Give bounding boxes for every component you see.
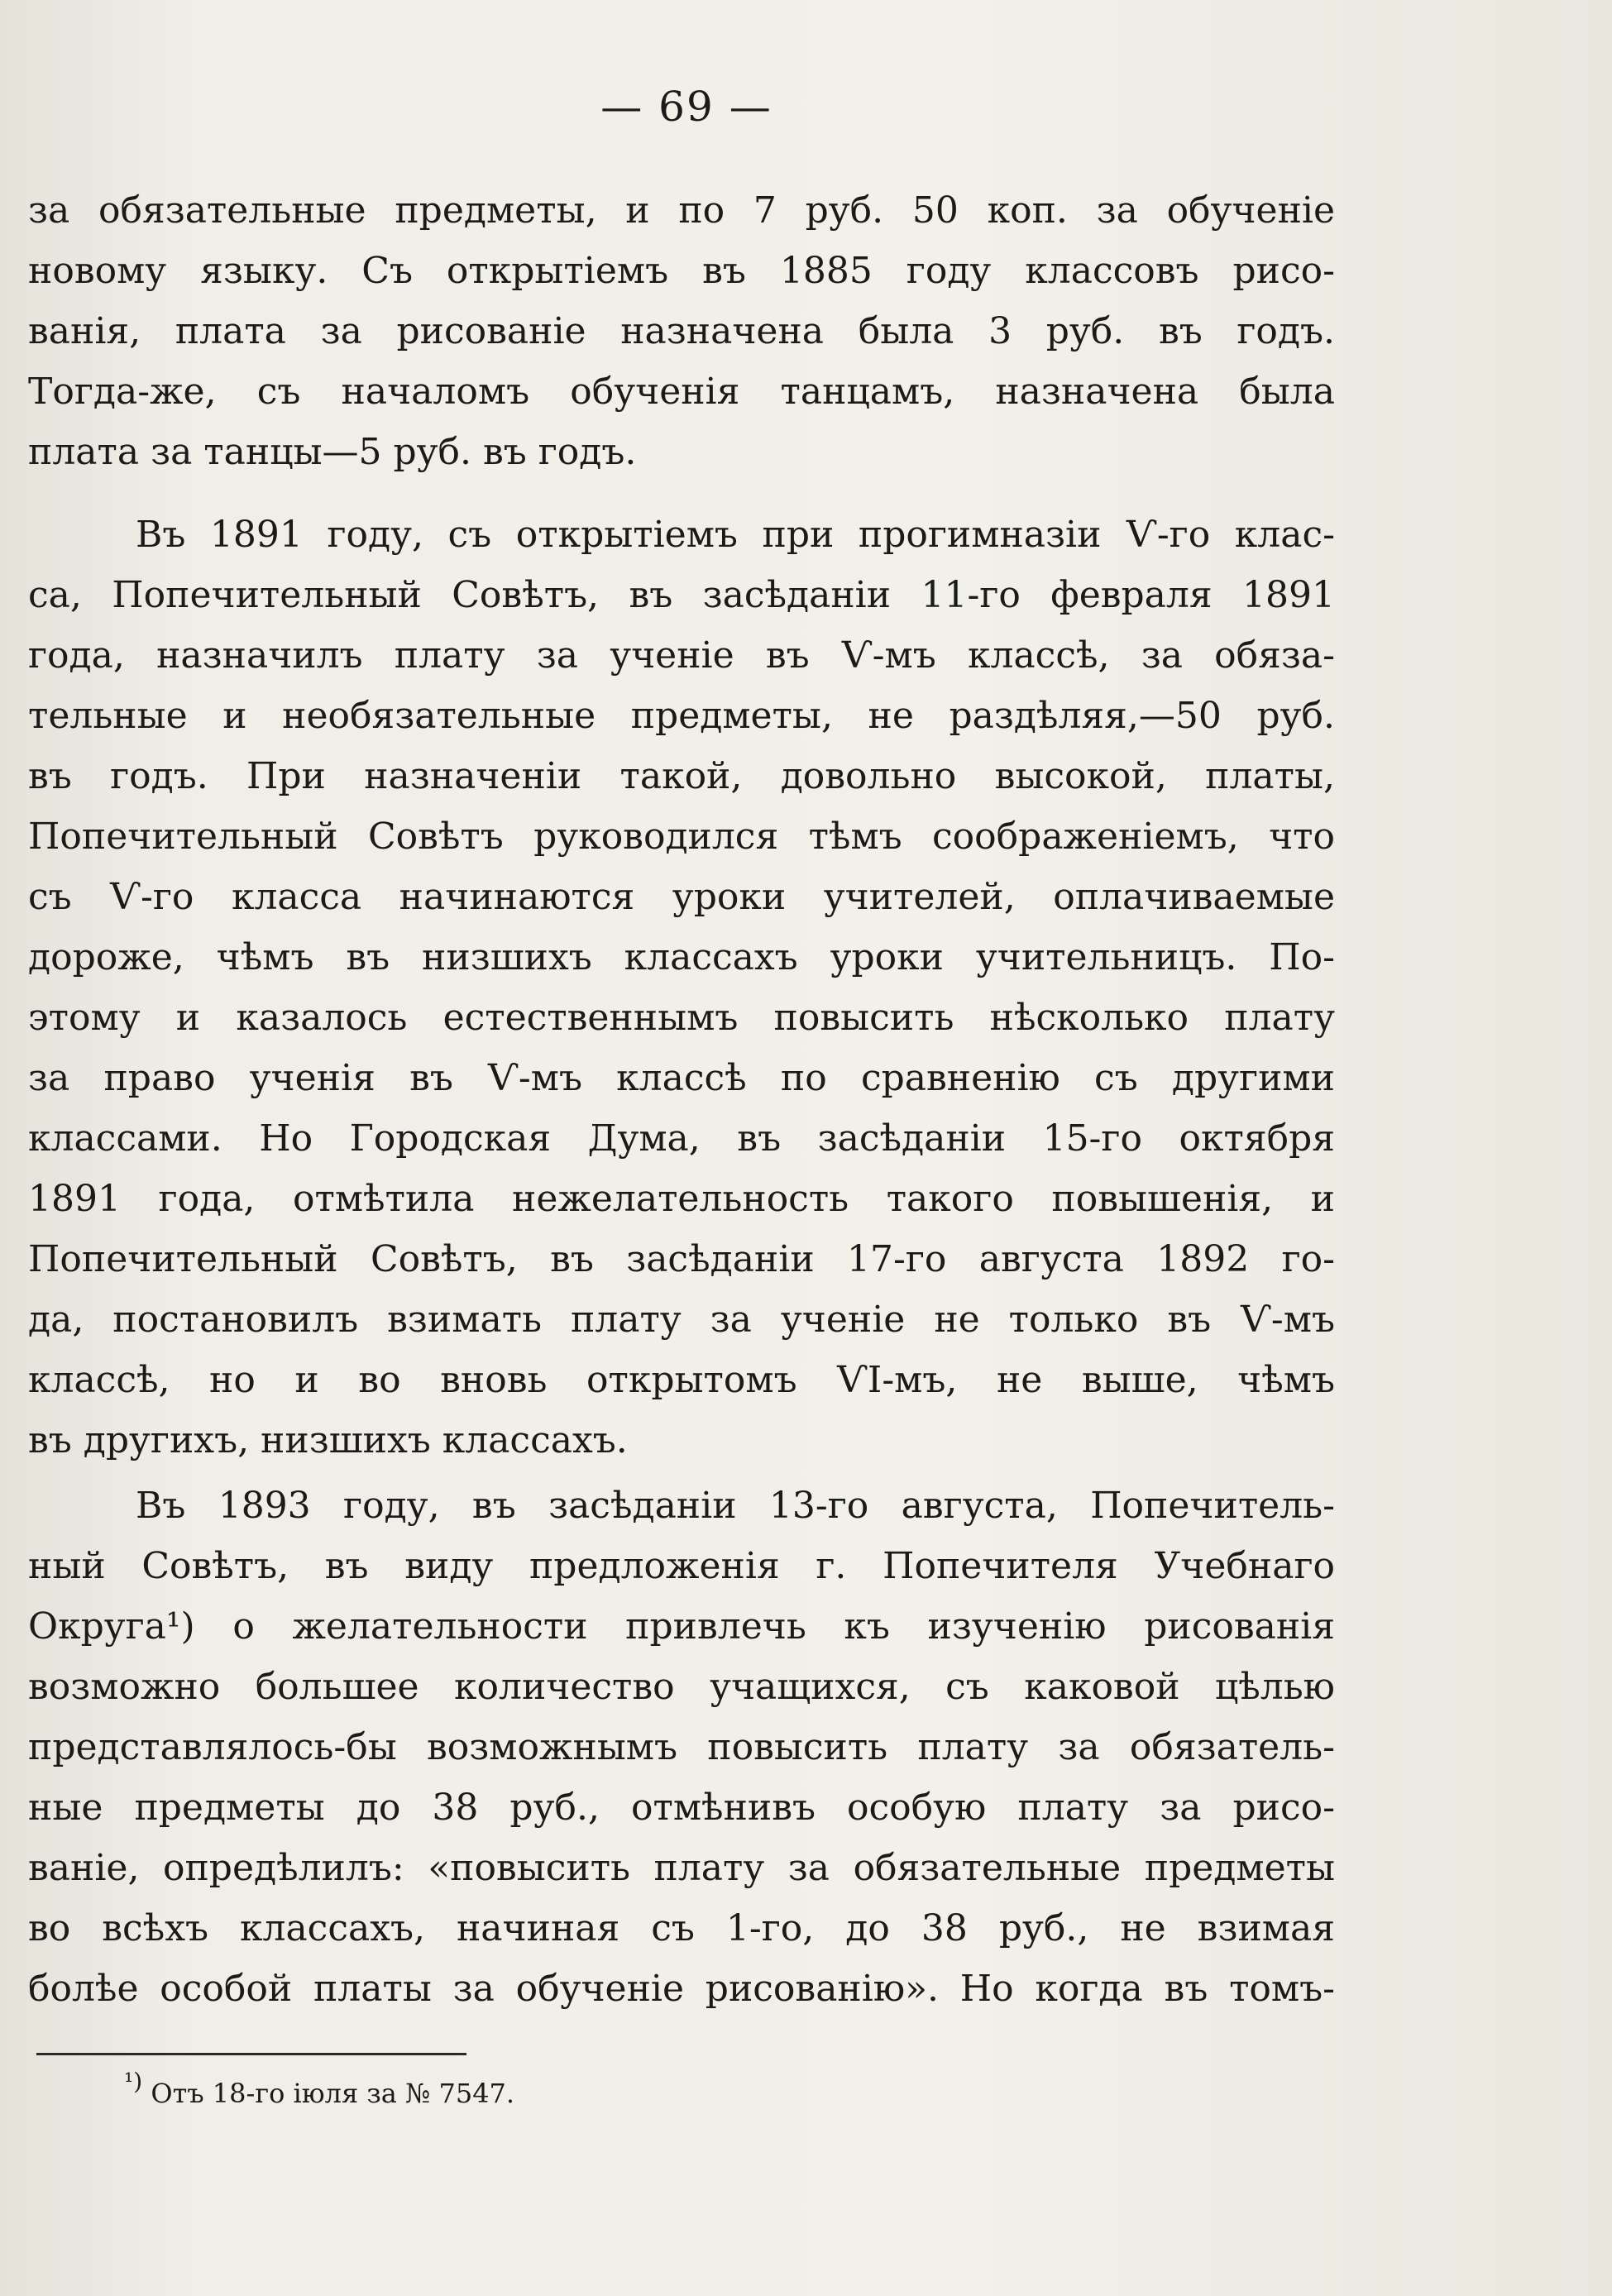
text-line: представлялось-бы возможнымъ повысить плату за обязатель-: [28, 1726, 1335, 1768]
text-line: этому и казалось естественнымъ повысить нѣсколько плату: [28, 997, 1335, 1039]
text-line: Въ 1891 году, съ открытіемъ при прогимназіи Ѵ-го клас-: [136, 514, 1335, 556]
text-line: ванія, плата за рисованіе назначена была 3 руб. въ годъ.: [28, 310, 1335, 352]
text-line: Попечительный Совѣтъ руководился тѣмъ соображеніемъ, что: [28, 816, 1335, 858]
footnote: [124, 2068, 515, 2109]
text-line: са, Попечительный Совѣтъ, въ засѣданіи 11-го февраля 1891: [28, 574, 1335, 616]
page-number: — 69 —: [600, 83, 773, 131]
text-line: Попечительный Совѣтъ, въ засѣданіи 17-го августа 1892 го-: [28, 1238, 1335, 1280]
text-line: классѣ, но и во вновь открытомъ ѴІ-мъ, не выше, чѣмъ: [28, 1359, 1335, 1401]
text-line: дороже, чѣмъ въ низшихъ классахъ уроки учительницъ. По-: [28, 936, 1335, 978]
text-line: во всѣхъ классахъ, начиная съ 1-го, до 38 руб., не взимая: [28, 1907, 1335, 1949]
text-line: Тогда-же, съ началомъ обученія танцамъ, назначена была: [28, 371, 1335, 413]
text-line: года, назначилъ плату за ученіе въ Ѵ-мъ классѣ, за обяза-: [28, 634, 1335, 677]
text-line: ный Совѣтъ, въ виду предложенія г. Попечителя Учебнаго: [28, 1545, 1335, 1587]
text-line: Въ 1893 году, въ засѣданіи 13-го августа, Попечитель-: [136, 1485, 1335, 1527]
footnote-text: Отъ 18-го іюля за № 7547.: [151, 2078, 515, 2109]
text-line: да, постановилъ взимать плату за ученіе не только въ Ѵ-мъ: [28, 1299, 1335, 1341]
text-line: тельные и необязательные предметы, не раздѣляя,—50 руб.: [28, 695, 1335, 737]
text-line: за обязательные предметы, и по 7 руб. 50 коп. за обученіе: [28, 189, 1335, 232]
text-line: плата за танцы—5 руб. въ годъ.: [28, 431, 637, 473]
paragraph-2: [28, 505, 1335, 1471]
text-line: классами. Но Городская Дума, въ засѣданіи 15-го октября: [28, 1117, 1335, 1160]
paragraph-1: [28, 180, 1335, 482]
text-line: болѣе особой платы за обученіе рисованію». Но когда въ томъ-: [28, 1968, 1335, 2010]
text-line: въ годъ. При назначеніи такой, довольно высокой, платы,: [28, 755, 1335, 797]
text-line: 1891 года, отмѣтила нежелательность такого повышенія, и: [28, 1178, 1335, 1220]
text-line: въ другихъ, низшихъ классахъ.: [28, 1419, 628, 1461]
text-line: ные предметы до 38 руб., отмѣнивъ особую плату за рисо-: [28, 1787, 1335, 1829]
text-line: новому языку. Съ открытіемъ въ 1885 году классовъ рисо-: [28, 250, 1335, 292]
paragraph-3: [28, 1476, 1335, 2019]
footnote-divider: [36, 2053, 466, 2055]
text-line: Округа¹) о желательности привлечь къ изученію рисованія: [28, 1605, 1335, 1648]
text-line: ваніе, опредѣлилъ: «повысить плату за обязательные предметы: [28, 1847, 1335, 1889]
text-line: возможно большее количество учащихся, съ каковой цѣлью: [28, 1666, 1335, 1708]
footnote-marker: ¹): [124, 2068, 143, 2095]
text-line: съ Ѵ-го класса начинаются уроки учителей, оплачиваемые: [28, 876, 1335, 918]
text-line: за право ученія въ Ѵ-мъ классѣ по сравненію съ другими: [28, 1057, 1335, 1099]
